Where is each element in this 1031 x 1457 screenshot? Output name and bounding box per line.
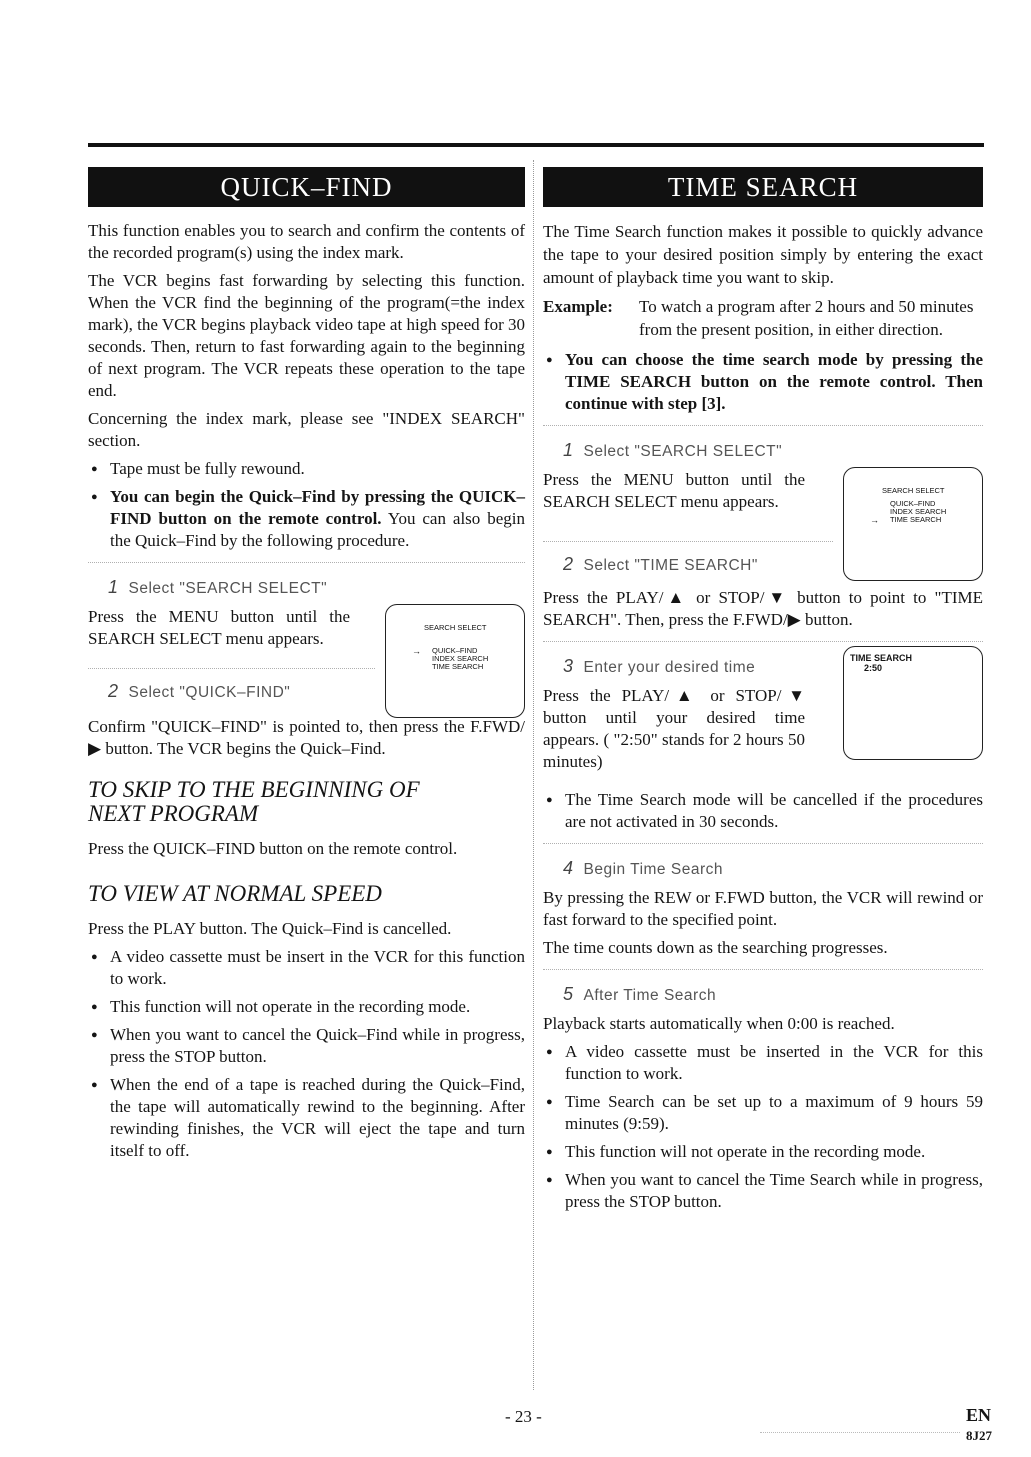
example-label: Example: <box>543 297 613 316</box>
view-bullet-2: ● This function will not operate in the recording mode. <box>88 996 525 1018</box>
view-bullet-4: ● When the end of a tape is reached during the Quick–Find, the tape will automatically rewind to the beginning. After rewinding finishes, the VCR will eject the tape and turn itself to off. <box>88 1074 525 1162</box>
search-select-screen <box>843 467 983 581</box>
skip-heading: TO SKIP TO THE BEGINNING OF NEXT PROGRAM <box>88 777 420 826</box>
screen-arrow-icon: → <box>870 515 879 525</box>
example <box>543 295 983 341</box>
intro-paragraph-3: Concerning the index mark, please see "INDEX SEARCH" section. <box>88 409 525 450</box>
view-text: Press the PLAY button. The Quick–Find is cancelled. <box>88 919 452 938</box>
step-4-title: 4 Begin Time Search <box>563 858 723 878</box>
time-search-intro: The Time Search function makes it possible to quickly advance the tape to your desired position simply by entering the exact amount of playback time you want to skip. <box>543 222 983 287</box>
column-divider <box>533 160 534 1390</box>
step-1-title: 1 Select "SEARCH SELECT" <box>108 577 328 597</box>
bottom-dotted-line <box>760 1432 960 1433</box>
screen-arrow-icon: → <box>412 646 421 656</box>
screen-item-index-search: INDEX SEARCH <box>432 654 489 663</box>
step-4-text-2: The time counts down as the searching progresses. <box>543 938 888 957</box>
step-1-text: Press the MENU button until the SEARCH SELECT menu appears. <box>543 470 805 511</box>
bullet-begin-rest: You can also begin the Quick–Find by the following procedure. <box>110 509 525 550</box>
quick-find-title: QUICK–FIND <box>88 167 525 207</box>
dotted-divider <box>88 562 525 563</box>
intro-paragraph-2: The VCR begins fast forwarding by selecting this function. When the VCR find the beginning of the program(=the index mark), the VCR begins playback video tape at high speed for 30 seconds. Then, return to fast forwarding again to the beginning of next program. The VCR repeats these operation to the tape end. <box>88 271 525 400</box>
time-readout-value: 2:50 <box>864 663 883 673</box>
screen-item-time-search: TIME SEARCH <box>432 662 484 671</box>
screen-title: SEARCH SELECT <box>882 486 945 495</box>
bullet-time-search-button: ● You can choose the time search mode by pressing the TIME SEARCH button on the remote control. Then continue with step [3]. <box>543 349 983 415</box>
skip-text: Press the QUICK–FIND button on the remote control. <box>88 839 458 858</box>
step-2-text: Press the PLAY/▲ or STOP/▼ button to point to "TIME SEARCH". Then, press the F.FWD/▶ button. <box>543 588 983 629</box>
page-number: - 23 - <box>505 1407 542 1426</box>
top-rule <box>88 143 984 147</box>
bullet-begin-bold: You can begin the Quick–Find by pressing the QUICK–FIND button on the remote control. <box>110 487 525 528</box>
step-3-body <box>543 656 805 779</box>
quick-find-column <box>88 167 525 1168</box>
dotted-divider <box>543 843 983 844</box>
bullet-rewound: ● Tape must be fully rewound. <box>88 458 525 480</box>
language-code: EN <box>966 1405 992 1425</box>
dotted-divider <box>543 969 983 970</box>
step-2-text: Confirm "QUICK–FIND" is pointed to, then press the F.FWD/▶ button. The VCR begins the Quick–Find. <box>88 717 525 758</box>
ts-bullet-1: ● A video cassette must be inserted in the VCR for this function to work. <box>543 1041 983 1085</box>
step-5-title: 5 After Time Search <box>563 984 717 1004</box>
model-code: 8J27 <box>966 1428 992 1443</box>
time-readout-label: TIME SEARCH <box>850 653 913 663</box>
intro-paragraph-1: This function enables you to search and confirm the contents of the recorded program(s) using the index mark. <box>88 221 525 262</box>
step-5-text: Playback starts automatically when 0:00 is reached. <box>543 1014 895 1033</box>
step-3-text: Press the PLAY/▲ or STOP/▼ button until your desired time appears. ( "2:50" stands for 2 hours 50 minutes) <box>543 686 805 771</box>
screen-item-quick-find: QUICK–FIND <box>432 646 478 655</box>
step-3 <box>543 653 983 779</box>
view-heading: TO VIEW AT NORMAL SPEED <box>88 881 382 906</box>
step-4-text: By pressing the REW or F.FWD button, the VCR will rewind or fast forward to the specified point. <box>543 888 983 929</box>
time-readout <box>850 653 912 673</box>
search-select-screen <box>385 604 525 718</box>
screen-item-time-search: TIME SEARCH <box>890 515 942 524</box>
screen-item-quick-find: QUICK–FIND <box>890 499 936 508</box>
time-search-column <box>543 167 983 1219</box>
view-bullet-1: ● A video cassette must be insert in the VCR for this function to work. <box>88 946 525 990</box>
ts-bullet-2: ● Time Search can be set up to a maximum of 9 hours 59 minutes (9:59). <box>543 1091 983 1135</box>
ts-bullet-3: ● This function will not operate in the recording mode. <box>543 1141 983 1163</box>
example-text: To watch a program after 2 hours and 50 minutes from the present position, in either direction. <box>639 297 974 339</box>
dotted-divider <box>543 425 983 426</box>
dotted-divider <box>543 641 983 642</box>
time-search-title: TIME SEARCH <box>543 167 983 207</box>
step-2-title: 2 Select "QUICK–FIND" <box>108 681 291 701</box>
view-bullet-3: ● When you want to cancel the Quick–Find while in progress, press the STOP button. <box>88 1024 525 1068</box>
step-1-text: Press the MENU button until the SEARCH SELECT menu appears. <box>88 607 350 648</box>
screen-title: SEARCH SELECT <box>424 623 487 632</box>
screen-item-index-search: INDEX SEARCH <box>890 507 947 516</box>
ts-bullet-4: ● When you want to cancel the Time Search while in progress, press the STOP button. <box>543 1169 983 1213</box>
bullet-cancel-30s: ● The Time Search mode will be cancelled if the procedures are not activated in 30 seconds. <box>543 789 983 833</box>
time-search-screen <box>843 646 983 760</box>
step-2-title: 2 Select "TIME SEARCH" <box>563 554 758 574</box>
bullet-begin-quick-find <box>88 486 525 552</box>
step-1-title: 1 Select "SEARCH SELECT" <box>563 440 783 460</box>
step-3-title: 3 Enter your desired time <box>563 656 756 676</box>
